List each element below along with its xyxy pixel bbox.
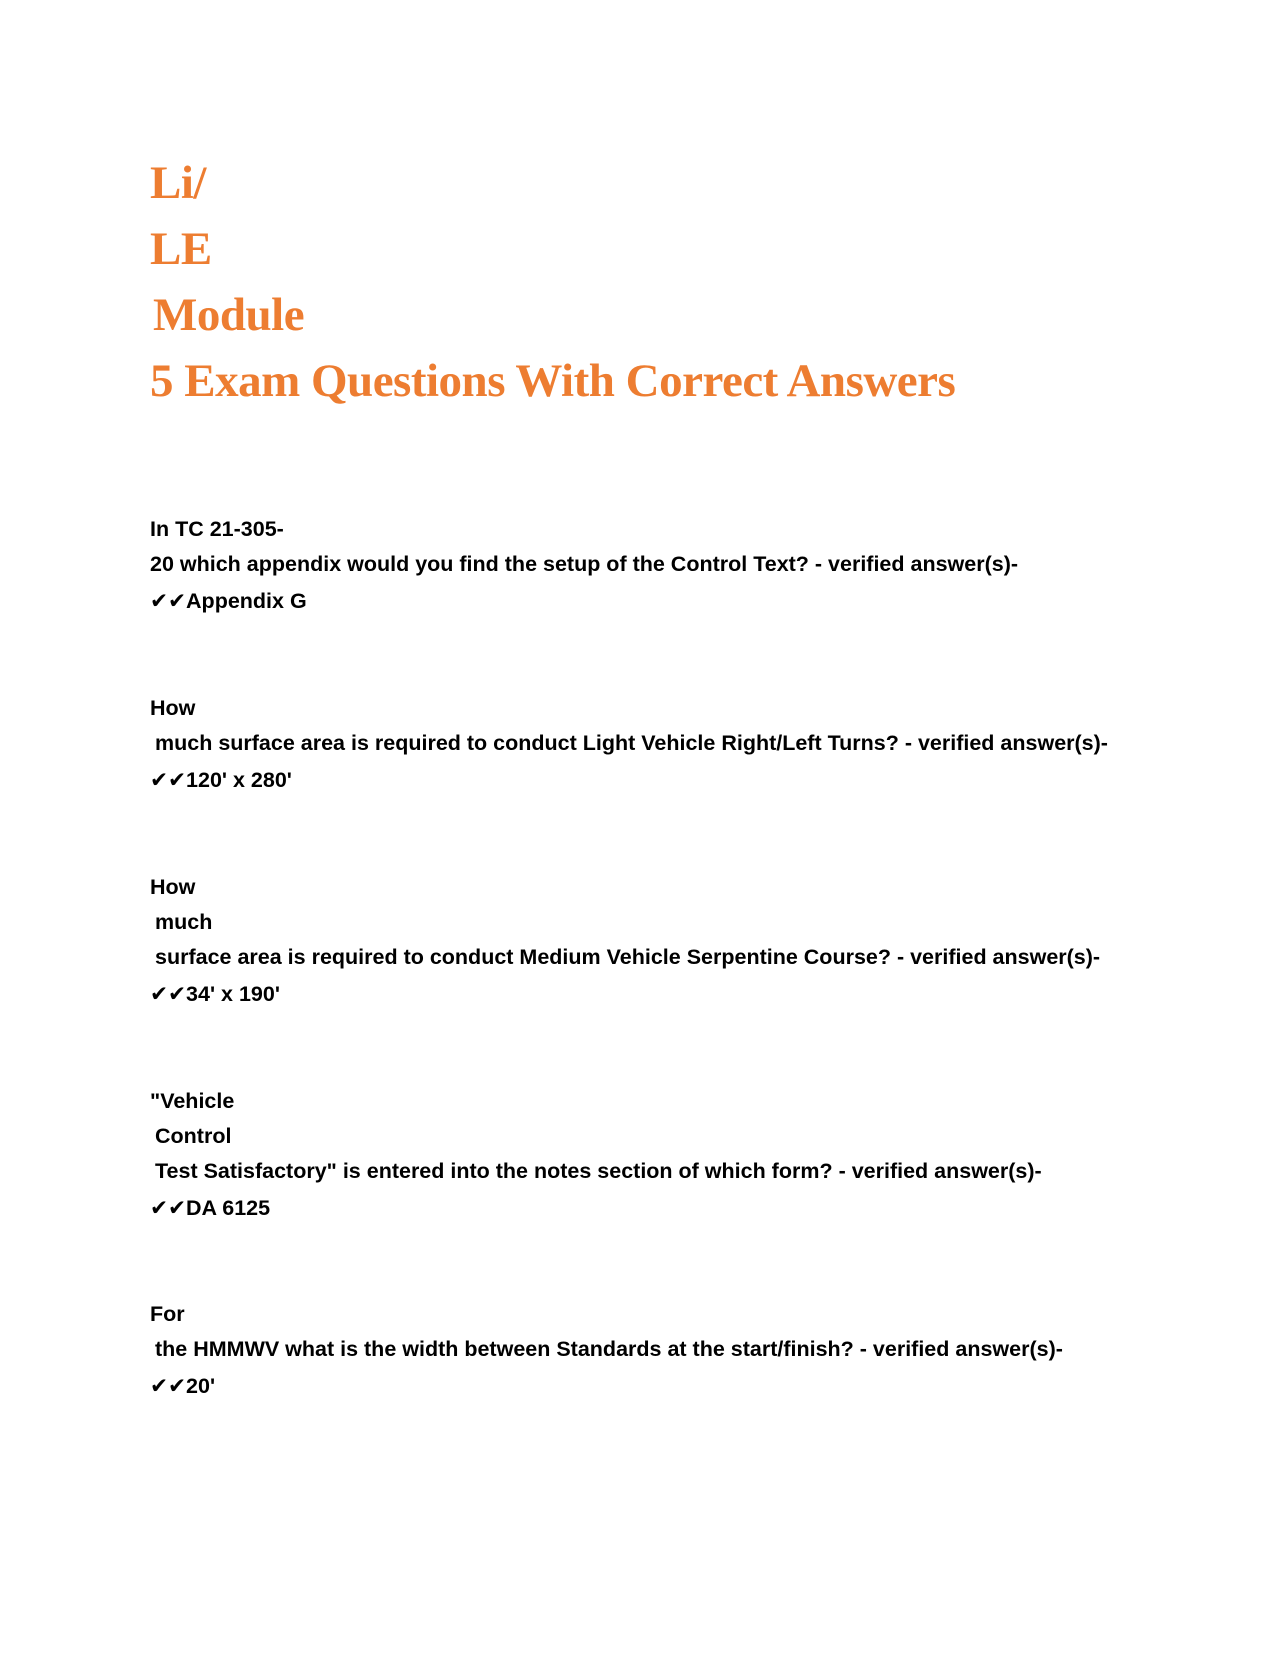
question-line: surface area is required to conduct Medium Vehicle Serpentine Course? - verified answer(s)- — [155, 945, 1101, 969]
check-mark-icon: ✔✔ — [150, 1196, 187, 1220]
answer-text: 34' x 190' — [186, 982, 280, 1006]
title-line-2: LE — [150, 223, 212, 275]
title-line-1: Li/ — [150, 157, 206, 209]
question-line: How — [150, 875, 196, 899]
question-line: 20 which appendix would you find the setup of the Control Text? - verified answer(s)- — [150, 552, 1019, 576]
question-line: Control — [155, 1124, 232, 1148]
answer — [150, 975, 1150, 1013]
document-title — [150, 150, 1150, 414]
question-line: the HMMWV what is the width between Standards at the start/finish? - verified answer(s)- — [155, 1337, 1063, 1361]
answer — [150, 1367, 1150, 1405]
question-line: In TC 21-305- — [150, 517, 284, 541]
question-line: much — [155, 910, 213, 934]
answer-text: Appendix G — [186, 589, 307, 613]
answer-text: DA 6125 — [186, 1196, 271, 1220]
answer-text: 120' x 280' — [186, 768, 292, 792]
check-mark-icon: ✔✔ — [150, 589, 187, 613]
title-line-4: 5 Exam Questions With Correct Answers — [150, 355, 956, 407]
qa-item-3 — [150, 870, 1150, 1013]
question-line: "Vehicle — [150, 1089, 235, 1113]
qa-item-1 — [150, 512, 1150, 620]
qa-item-4 — [150, 1084, 1150, 1227]
check-mark-icon: ✔✔ — [150, 982, 187, 1006]
answer — [150, 761, 1150, 799]
question-line: For — [150, 1302, 185, 1326]
qa-item-2 — [150, 691, 1150, 799]
check-mark-icon: ✔✔ — [150, 1374, 187, 1398]
title-line-3: Module — [153, 289, 305, 341]
question-line: Test Satisfactory" is entered into the notes section of which form? - verified answer(s)- — [155, 1159, 1042, 1183]
answer — [150, 1189, 1150, 1227]
qa-item-5 — [150, 1297, 1150, 1405]
question-line: How — [150, 696, 196, 720]
check-mark-icon: ✔✔ — [150, 768, 187, 792]
answer-text: 20' — [186, 1374, 216, 1398]
answer — [150, 582, 1150, 620]
question-line: much surface area is required to conduct Light Vehicle Right/Left Turns? - verified answer(s)- — [155, 731, 1108, 755]
